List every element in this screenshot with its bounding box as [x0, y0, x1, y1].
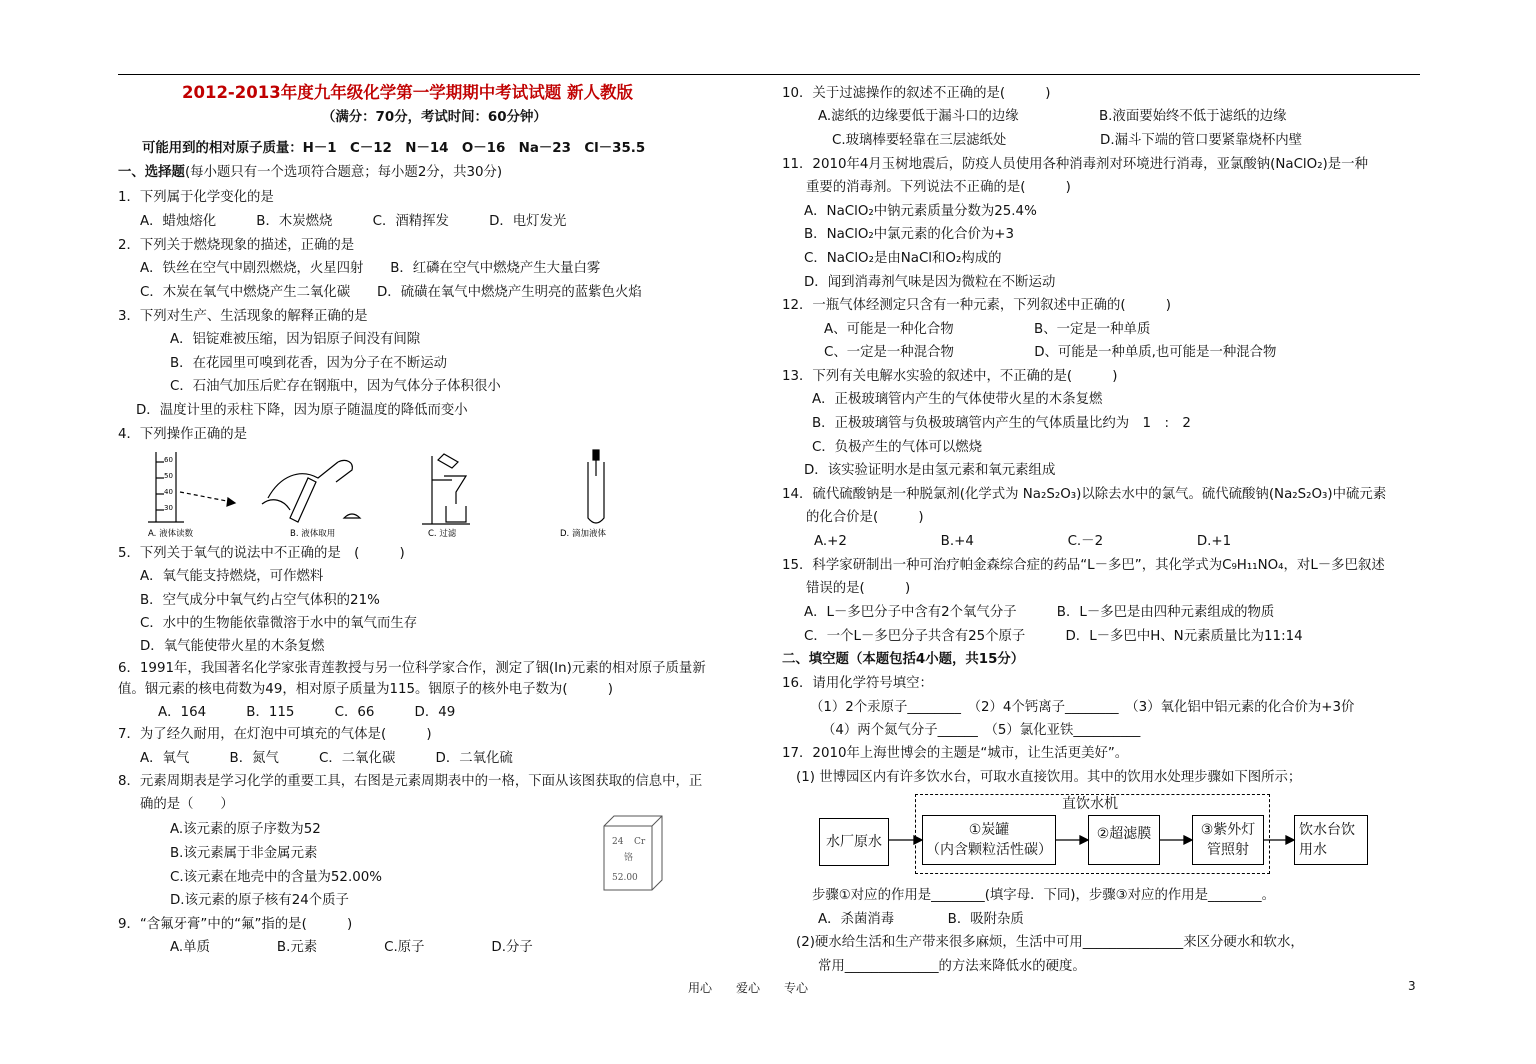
question-line: 3．下列对生产、生活现象的解释正确的是: [118, 309, 368, 324]
option-line: A．NaClO₂中钠元素质量分数为25.4%: [804, 204, 1037, 219]
question-line: 7．为了经久耐用，在灯泡中可填充的气体是( ): [118, 727, 432, 742]
top-rule: [118, 74, 1420, 75]
question-line: 17．2010年上海世博会的主题是“城市，让生活更美好”。: [782, 746, 1129, 761]
option-line: A．蜡烛熔化 B．木炭燃烧 C．酒精挥发 D．电灯发光: [140, 214, 567, 229]
option-line: B．在花园里可嗅到花香，因为分子在不断运动: [170, 356, 447, 371]
question-line: 8．元素周期表是学习化学的重要工具，右图是元素周期表中的一格，下面从该图获取的信息中，正: [118, 774, 703, 789]
option-line: C、一定是一种混合物 D、可能是一种单质,也可能是一种混合物: [824, 345, 1277, 360]
dropper-icon: [588, 450, 604, 523]
footer-slogan: 用心 爱心 专心: [688, 981, 809, 995]
question-line: 10．关于过滤操作的叙述不正确的是( ): [782, 86, 1051, 101]
scale-label: 50: [164, 472, 173, 480]
atomic-mass: 52.00: [612, 873, 638, 883]
question-line: 13．下列有关电解水实验的叙述中，不正确的是( ): [782, 369, 1118, 384]
option-line: B．空气成分中氧气约占空气体积的21%: [140, 593, 380, 608]
option-line: D.该元素的原子核有24个质子: [170, 893, 349, 908]
question-line: 12．一瓶气体经测定只含有一种元素，下列叙述中正确的( ): [782, 298, 1172, 313]
caption-d: D. 滴加液体: [560, 529, 606, 539]
option-line: C．NaClO₂是由NaCl和O₂构成的: [804, 251, 1002, 266]
step3-box: ③紫外灯 管照射: [1192, 815, 1264, 865]
option-line: C.玻璃棒要轻靠在三层滤纸处 D.漏斗下端的管口要紧靠烧杯内壁: [832, 133, 1303, 148]
option-line: C．木炭在氧气中燃烧产生二氧化碳 D．硫磺在氧气中燃烧产生明亮的蓝紫色火焰: [140, 285, 642, 300]
atomic-number: 24: [612, 837, 624, 847]
machine-label: 直饮水机: [1062, 796, 1118, 812]
option-line: A．L－多巴分子中含有2个氧气分子 B．L－多巴是由四种元素组成的物质: [804, 605, 1275, 620]
fill-blank-line: （1）2个汞原子________ （2）4个钙离子________ （3）氧化铝中铝元素的化合价为+3价: [810, 700, 1355, 715]
section2-heading: 二、填空题（本题包括4小题，共15分）: [782, 652, 1025, 667]
question-line: 重要的消毒剂。下列说法不正确的是( ): [806, 180, 1071, 195]
question-line: 16．请用化学符号填空：: [782, 676, 933, 691]
option-line: B．NaClO₂中氯元素的化合价为+3: [804, 227, 1015, 242]
step1-box: ①炭罐 （内含颗粒活性碳）: [922, 815, 1056, 865]
fill-blank-line: (2)硬水给生活和生产带来很多麻烦，生活中可用_______________来区分硬水和软水，: [796, 935, 1304, 950]
option-line: A.单质 B.元素 C.原子 D.分子: [170, 940, 533, 955]
page-title: 2012-2013年度九年级化学第一学期期中考试试题 新人教版: [182, 83, 633, 102]
question-line: 2．下列关于燃烧现象的描述，正确的是: [118, 238, 355, 253]
option-line: C．石油气加压后贮存在钢瓶中，因为气体分子体积很小: [170, 379, 501, 394]
option-line: C.该元素在地壳中的含量为52.00%: [170, 870, 382, 885]
option-line: C．水中的生物能依靠微溶于水中的氧气而生存: [140, 616, 418, 631]
pouring-liquid-icon: [262, 460, 360, 522]
question-line: 15．科学家研制出一种可治疗帕金森综合症的药品“L－多巴”，其化学式为C₉H₁₁NO₄，对L－多巴叙述: [782, 558, 1385, 573]
question-line: (1) 世博园区内有许多饮水台，可取水直接饮用。其中的饮用水处理步骤如下图所示；: [796, 770, 1302, 785]
caption-a: A. 液体读数: [148, 529, 194, 539]
option-line: A．164 B．115 C．66 D．49: [158, 705, 456, 720]
option-line: A.该元素的原子序数为52: [170, 822, 321, 837]
fill-blank-line: （4）两个氮气分子______ （5）氯化亚铁__________: [822, 723, 1141, 738]
question-line: 9．“含氟牙膏”中的“氟”指的是( ): [118, 917, 353, 932]
element-cell-figure: [602, 814, 664, 894]
scale-label: 60: [164, 456, 173, 464]
option-line: A．氧气能支持燃烧，可作燃料: [140, 569, 324, 584]
option-line: A．正极玻璃管内产生的气体使带火星的木条复燃: [812, 392, 1103, 407]
question-line: 6．1991年，我国著名化学家张青莲教授与另一位科学家合作，测定了铟(In)元素的相对原子质量新: [118, 661, 706, 676]
question-line: 的化合价是( ): [806, 510, 924, 525]
step2-box: ②超滤膜: [1088, 815, 1160, 865]
caption-b: B. 液体取用: [290, 529, 336, 539]
page-number: 3: [1408, 979, 1416, 993]
section1-heading: 一、选择题(每小题只有一个选项符合题意；每小题2分，共30分): [118, 165, 503, 180]
question-line: 14．硫代硫酸钠是一种脱氯剂(化学式为 Na₂S₂O₃)以除去水中的氯气。硫代硫酸钠(Na₂S₂O₃)中硫元素: [782, 487, 1387, 502]
caption-c: C. 过滤: [428, 529, 457, 539]
option-line: A.+2 B.+4 C.－2 D.+1: [814, 534, 1232, 549]
question-line: 4．下列操作正确的是: [118, 427, 248, 442]
output-box: 饮水台饮 用水: [1294, 815, 1368, 865]
lab-operations-figure: [140, 448, 640, 540]
exam-subtitle: （满分：70分，考试时间：60分钟）: [322, 110, 547, 125]
source-box: 水厂原水: [819, 818, 889, 866]
question-line: 11．2010年4月玉树地震后，防疫人员使用各种消毒剂对环境进行消毒，亚氯酸钠(NaClO₂)是一种: [782, 157, 1368, 172]
question-line: 1．下列属于化学变化的是: [118, 190, 274, 205]
element-name: 铬: [624, 853, 634, 863]
element-symbol: Cr: [634, 837, 646, 847]
option-line: C．一个L－多巴分子共含有25个原子 D．L－多巴中H、N元素质量比为11:14: [804, 629, 1303, 644]
option-line: A.滤纸的边缘要低于漏斗口的边缘 B.液面要始终不低于滤纸的边缘: [818, 109, 1287, 124]
option-line: C．负极产生的气体可以燃烧: [812, 440, 983, 455]
option-line: B．正极玻璃管与负极玻璃管内产生的气体质量比约为 1 : 2: [812, 416, 1191, 431]
option-line: D．氧气能使带火星的木条复燃: [140, 639, 325, 654]
question-line: 错误的是( ): [806, 581, 911, 596]
option-line: A．氧气 B．氮气 C．二氧化碳 D．二氧化硫: [140, 751, 513, 766]
option-line: D．温度计里的汞柱下降，因为原子随温度的降低而变小: [136, 403, 468, 418]
option-line: A、可能是一种化合物 B、一定是一种单质: [824, 322, 1151, 337]
fill-blank-line: 步骤①对应的作用是________(填字母．下同)，步骤③对应的作用是________。: [812, 888, 1275, 903]
option-line: D．该实验证明水是由氢元素和氧元素组成: [804, 463, 1056, 478]
scale-label: 40: [164, 488, 173, 496]
fill-blank-line: 常用______________的方法来降低水的硬度。: [818, 959, 1086, 974]
atomic-masses: 可能用到的相对原子质量：H－1 C－12 N－14 O－16 Na－23 Cl－35.5: [142, 141, 646, 156]
graduated-cylinder-icon: [148, 452, 235, 522]
option-line: A．铁丝在空气中剧烈燃烧，火星四射 B．红磷在空气中燃烧产生大量白雾: [140, 261, 601, 276]
question-line: 值。铟元素的核电荷数为49，相对原子质量为115。铟原子的核外电子数为( ): [118, 682, 613, 697]
question-line: 确的是（ ）: [140, 797, 234, 812]
flow-arrows: [886, 830, 1296, 850]
question-line: 5．下列关于氧气的说法中不正确的是 ( ): [118, 546, 405, 561]
option-line: A．铝锭难被压缩，因为铝原子间没有间隙: [170, 332, 421, 347]
option-line: A．杀菌消毒 B．吸附杂质: [818, 912, 1024, 927]
option-line: D．闻到消毒剂气味是因为微粒在不断运动: [804, 275, 1056, 290]
option-line: B.该元素属于非金属元素: [170, 846, 318, 861]
scale-label: 30: [164, 504, 173, 512]
filtration-setup-icon: [422, 454, 470, 524]
